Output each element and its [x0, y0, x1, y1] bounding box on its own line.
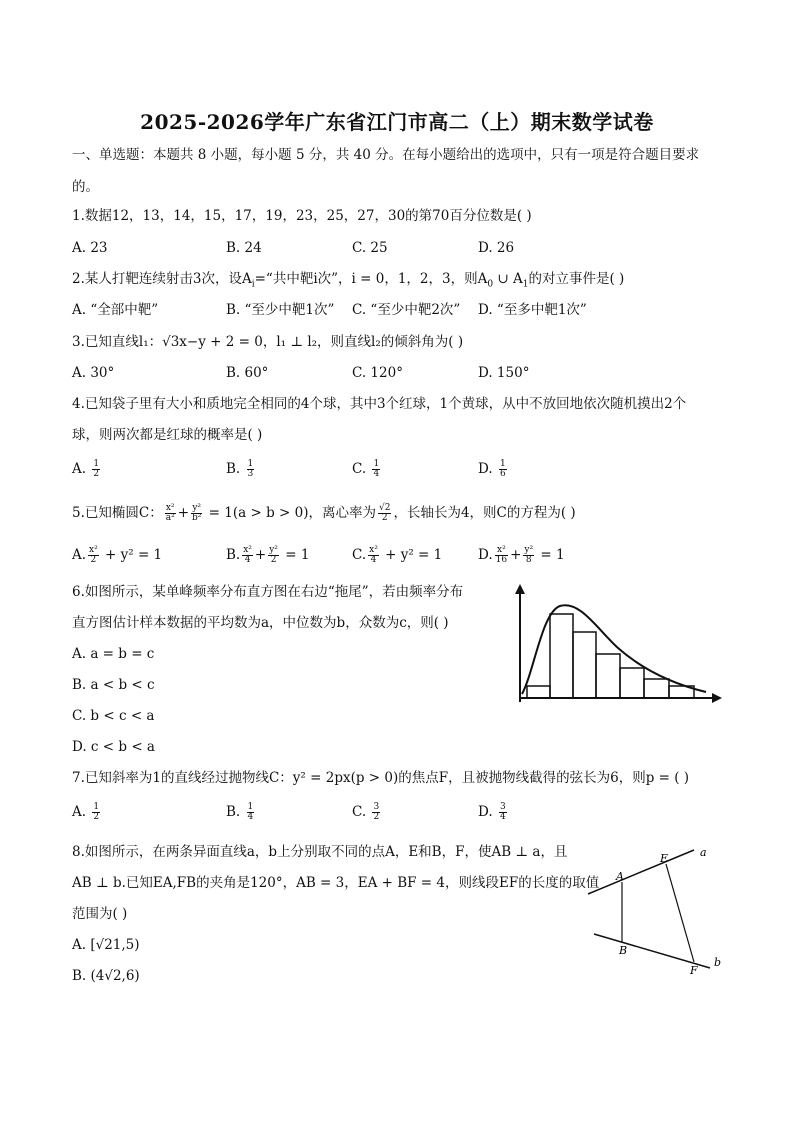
frac: [247, 803, 255, 822]
frac-den: 4: [499, 812, 506, 822]
question-4-stem-cont: 球，则两次都是红球的概率是( ): [72, 427, 263, 443]
frac-den: 8: [525, 555, 532, 565]
label-A: A: [616, 870, 624, 883]
q5-stem-part3: ，长轴长为4，则C的方程为( ): [393, 505, 576, 521]
q4-b-label: B.: [226, 461, 241, 477]
hist-bar: [550, 614, 573, 698]
q7-b-label: B.: [226, 804, 241, 820]
q5-stem-part1: 5.已知椭圆C：: [72, 505, 163, 521]
hist-bar: [644, 679, 669, 698]
segment-EF: [666, 864, 694, 962]
label-F: F: [690, 964, 698, 977]
frac-den: 2: [270, 555, 277, 565]
q5-option-b: B. $\frac{\text{x²}}{4}$ + $\frac{\text{y²}}{2}$ = 1: [226, 545, 310, 565]
question-6-stem-cont: 直方图估计样本数据的平均数为a，中位数为b，众数为c，则( ): [72, 615, 449, 631]
q5-y-frac: [191, 504, 202, 523]
question-1-stem: 1.数据12，13，14，15，17，19，23，25，27，30的第70百分位数是( ): [72, 208, 532, 224]
q6-option-c: C. b < c < a: [72, 708, 155, 724]
line-b: [594, 934, 710, 968]
question-5-stem: 5.已知椭圆C： $\frac{\text{x²}}{\text{a²}}$ + $\frac{\text{y²}}{\text{b²}}$ = 1(a > b > 0)，离心率为 $\frac{√2}{2}$ ，长轴长为4，则C的方程为( ): [72, 503, 576, 523]
q5-c-tail: + y² = 1: [380, 547, 443, 563]
q5-x-frac: [165, 504, 176, 523]
label-B: B: [619, 944, 628, 957]
q3-option-d: D. 150°: [478, 365, 530, 381]
q2-option-d: D. “至多中靶1次”: [478, 302, 587, 318]
x-axis-arrow: [712, 693, 722, 703]
section-heading: 一、单选题：本题共 8 小题，每小题 5 分，共 40 分。在每小题给出的选项中，只有一项是符合题目要求: [72, 147, 700, 163]
histogram-bars: [527, 614, 694, 698]
frac-num: x²: [243, 545, 252, 555]
frac-num: 1: [93, 459, 100, 469]
frac: [368, 546, 379, 565]
q5-stem-part2: = 1(a > b > 0)，离心率为: [204, 505, 376, 521]
q2-option-a: A. “全部中靶”: [72, 302, 159, 318]
q2-stem-part3: ∪ A: [493, 271, 523, 287]
q2-stem-part4: 的对立事件是( ): [528, 271, 625, 287]
hist-bar: [527, 686, 550, 698]
frac-num: x²: [369, 545, 378, 555]
line-a: [588, 850, 694, 894]
frac-den: 4: [373, 469, 380, 479]
frac-den: 2: [93, 812, 100, 822]
q1-option-b: B. 24: [226, 240, 262, 256]
frac-den: 3: [247, 469, 254, 479]
frac-den: 2: [381, 513, 388, 523]
q7-c-label: C.: [352, 804, 367, 820]
q8-option-b: B. (4√2,6): [72, 968, 140, 984]
q7-option-a: [72, 803, 102, 822]
frac-num: 3: [373, 802, 380, 812]
frac-num: 1: [373, 459, 380, 469]
q5-option-d: D. $\frac{\text{x²}}{16}$ + $\frac{\text{y²}}{8}$ = 1: [478, 545, 565, 565]
q4-option-b: [226, 460, 256, 479]
frac: [268, 546, 279, 565]
frac: [495, 546, 508, 565]
q5-b-label: B.: [226, 547, 241, 563]
frac-num: x²: [165, 503, 175, 513]
frac: [92, 803, 100, 822]
q4-d-label: D.: [478, 461, 493, 477]
q2-sub-i: i: [251, 279, 255, 290]
q2-option-c: C. “至少中靶2次”: [352, 302, 461, 318]
q6-option-b: B. a < b < c: [72, 677, 155, 693]
q1-option-d: D. 26: [478, 240, 515, 256]
section-heading-cont: 的。: [72, 179, 99, 195]
question-8-stem-cont2: 范围为( ): [72, 906, 128, 922]
frac-num: x²: [495, 546, 508, 556]
frac-den: 2: [90, 555, 97, 565]
question-4-stem: 4.已知袋子里有大小和质地完全相同的4个球，其中3个红球，1个黄球，从中不放回地依次随机摸出2个: [72, 396, 687, 412]
y-axis-arrow: [515, 584, 525, 594]
frac-num: 3: [499, 802, 506, 812]
page-title: 2025-2026学年广东省江门市高二（上）期末数学试卷: [140, 110, 654, 134]
q3-option-c: C. 120°: [352, 365, 403, 381]
question-7-stem: 7.已知斜率为1的直线经过抛物线C：y² = 2px(p > 0)的焦点F，且被抛物线截得的弦长为6，则p = ( ): [72, 770, 690, 786]
q4-b-fraction: [247, 460, 255, 479]
question-8-stem-cont: AB ⊥ b.已知EA,FB的夹角是120°，AB = 3，EA + BF = 4，则线段EF的长度的取值: [72, 875, 600, 891]
q5-d-tail: = 1: [536, 547, 565, 563]
q2-stem-part2: =“共中靶i次”，i = 0，1，2，3，则A: [254, 271, 488, 287]
frac-den: 16: [495, 555, 508, 565]
q2-sub-0: 0: [487, 279, 494, 290]
q7-option-d: [478, 803, 509, 822]
q2-option-b: B. “至少中靶1次”: [226, 302, 335, 318]
q4-option-d: [478, 460, 509, 479]
q3-option-b: B. 60°: [226, 365, 269, 381]
q4-d-fraction: [499, 460, 507, 479]
frac: [523, 546, 534, 565]
frac-den: 6: [499, 469, 506, 479]
frac-num: y²: [192, 503, 202, 513]
frac-num: 1: [247, 802, 254, 812]
frac-den: 2: [373, 812, 380, 822]
q8-option-a: A. [√21,5): [72, 937, 140, 953]
skew-lines-figure: [584, 838, 724, 978]
q2-stem-part1: 2.某人打靶连续射击3次，设A: [72, 271, 252, 287]
question-8-stem: 8.如图所示，在两条异面直线a，b上分别取不同的点A，E和B，F，使AB ⊥ a，且: [72, 844, 568, 860]
q4-c-label: C.: [352, 461, 367, 477]
frac-den: 4: [244, 555, 251, 565]
q4-option-a: [72, 460, 102, 479]
q1-option-c: C. 25: [352, 240, 388, 256]
q3-option-a: A. 30°: [72, 365, 115, 381]
frac-num: √2: [378, 503, 391, 513]
q1-option-a: A. 23: [72, 240, 108, 256]
q7-option-b: [226, 803, 256, 822]
question-3-stem: 3.已知直线l₁：√3x−y + 2 = 0，l₁ ⊥ l₂，则直线l₂的倾斜角为( ): [72, 334, 464, 350]
q4-option-c: [352, 460, 382, 479]
q5-a-tail: + y² = 1: [100, 547, 163, 563]
q4-a-label: A.: [72, 461, 87, 477]
hist-bar: [596, 654, 620, 698]
label-a: a: [700, 846, 707, 859]
q7-option-c: [352, 803, 382, 822]
histogram-figure: [508, 582, 726, 708]
q4-a-fraction: [92, 460, 100, 479]
question-6-stem: 6.如图所示，某单峰频率分布直方图在右边“拖尾”，若由频率分布: [72, 584, 464, 600]
q4-c-fraction: [372, 460, 380, 479]
frac-den: 2: [93, 469, 100, 479]
frac-den: b²: [192, 513, 202, 523]
q5-ecc-frac: [378, 504, 391, 523]
q2-sub-1: 1: [522, 279, 529, 290]
frac-den: 4: [247, 812, 254, 822]
q5-a-label: A.: [72, 547, 87, 563]
hist-bar: [620, 668, 644, 698]
q7-d-label: D.: [478, 804, 493, 820]
q5-b-tail: = 1: [280, 547, 310, 563]
frac-num: x²: [89, 545, 98, 555]
q7-a-label: A.: [72, 804, 87, 820]
frac: [242, 546, 253, 565]
hist-bar: [573, 632, 596, 698]
frac-den: 4: [370, 555, 377, 565]
frac-num: y²: [524, 545, 534, 555]
label-E: E: [660, 852, 669, 865]
frac-den: a²: [165, 513, 175, 523]
frac: [372, 803, 380, 822]
q5-d-label: D.: [478, 547, 493, 563]
frac-num: 1: [499, 459, 506, 469]
frac: [499, 803, 507, 822]
label-b: b: [714, 956, 722, 969]
frac-num: 1: [247, 459, 254, 469]
question-2-stem: [72, 270, 624, 294]
frac-num: y²: [269, 545, 278, 555]
q5-option-c: [352, 546, 442, 565]
q6-option-a: A. a = b = c: [72, 646, 155, 662]
q6-option-d: D. c < b < a: [72, 739, 155, 755]
frac-num: 1: [93, 802, 100, 812]
q5-option-a: [72, 546, 162, 565]
frac: [88, 546, 99, 565]
q5-c-label: C.: [352, 547, 367, 563]
